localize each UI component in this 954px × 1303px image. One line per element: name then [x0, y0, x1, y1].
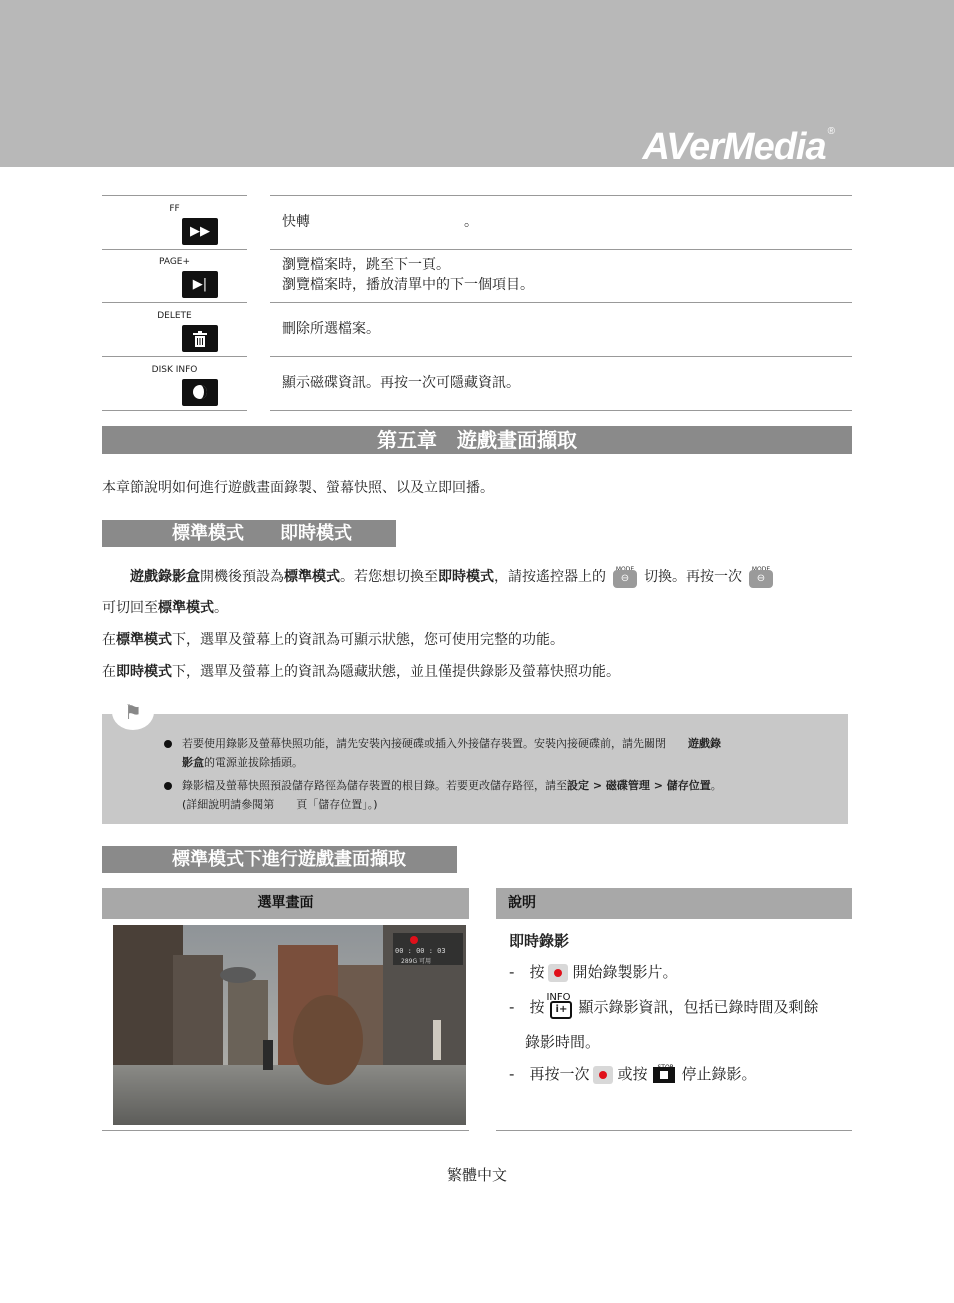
key-cell: [102, 303, 247, 357]
mode-paragraph-cont: 可切回至標準模式。: [102, 600, 228, 616]
avermedia-logo: AVerMedia ®: [642, 126, 834, 168]
bullet-icon: [164, 782, 172, 790]
key-label: DELETE: [157, 311, 192, 321]
button-row-ff: [102, 195, 852, 248]
page-footer-language: 繁體中文: [446, 1166, 507, 1184]
button-row-delete: [102, 303, 852, 356]
button-row-page-plus: [102, 249, 852, 302]
section-title-capture: 標準模式下進行遊戲畫面擷取: [102, 846, 457, 873]
chapter-intro: 本章節說明如何進行遊戲畫面錄製、螢幕快照、以及立即回播。: [102, 480, 494, 496]
stop-step: - 再按一次 或按 停止錄影。: [509, 1065, 757, 1083]
button-description: 快轉 。: [282, 214, 478, 230]
button-description: 瀏覽檔案時，跳至下一頁。: [282, 257, 450, 273]
button-description: 瀏覽檔案時，播放清單中的下一個項目。: [282, 277, 534, 293]
desc-cell: [270, 357, 852, 411]
desc-cell: [270, 195, 852, 250]
chapter-title: 第五章 遊戲畫面擷取: [102, 426, 852, 454]
key-cell: [102, 195, 247, 250]
record-button-icon: [593, 1066, 613, 1084]
button-description: 刪除所選檔案。: [282, 321, 380, 337]
table-header-screen: 選單畫面: [102, 888, 469, 919]
key-label: DISK INFO: [151, 365, 198, 375]
trash-icon: [182, 325, 218, 352]
info-step: - 按 INFO i+ 顯示錄影資訊，包括已錄時間及剩餘: [509, 996, 818, 1018]
table-rule: [496, 1130, 852, 1131]
record-button-icon: [548, 964, 568, 982]
note-item: 錄影檔及螢幕快照預設儲存路徑為儲存裝置的根目錄。若要更改儲存路徑，請至設定 > 磁碟管理 > 儲存位置。 (詳細說明請參閱第 頁「儲存位置」。): [182, 776, 822, 814]
button-row-disk-info: [102, 357, 852, 410]
instant-record-heading: 即時錄影: [509, 932, 570, 950]
table-header-description: 說明: [496, 888, 852, 919]
key-label: FF: [169, 204, 180, 214]
table-rule: [102, 1130, 469, 1131]
key-cell: [102, 249, 247, 303]
mode-button-icon: ⊖: [748, 566, 774, 588]
instant-mode-paragraph: 在即時模式下，選單及螢幕上的資訊為隱藏狀態，並且僅提供錄影及螢幕快照功能。: [102, 664, 620, 680]
note-flag-icon: ⚑: [112, 694, 154, 730]
key-cell: [102, 357, 247, 411]
standard-mode-paragraph: 在標準模式下，選單及螢幕上的資訊為可顯示狀態，您可使用完整的功能。: [102, 632, 564, 648]
recording-time-overlay: 00 : 00 : 03: [395, 947, 446, 955]
free-space-overlay: 289G 可用: [401, 958, 432, 965]
bullet-icon: [164, 740, 172, 748]
desc-cell: [270, 303, 852, 357]
note-item: 若要使用錄影及螢幕快照功能，請先安裝內接硬碟或插入外接儲存裝置。安裝內接硬碟前，請先關閉 遊戲錄 影盒的電源並拔除插頭。: [182, 734, 822, 772]
game-screenshot: [113, 925, 466, 1125]
record-step: - 按 開始錄製影片。: [509, 963, 678, 981]
key-label: PAGE+: [158, 257, 191, 267]
button-description: 顯示磁碟資訊。再按一次可隱藏資訊。: [282, 375, 520, 391]
next-page-icon: ▶|: [182, 271, 218, 298]
desc-cell: [270, 249, 852, 303]
mode-paragraph: 遊戲錄影盒開機後預設為標準模式。若您想切換至即時模式，請按遙控器上的 ⊖ 切換。再按一次 ⊖: [130, 566, 780, 588]
disk-info-icon: [182, 379, 218, 406]
info-step-cont: 錄影時間。: [525, 1033, 601, 1051]
info-button-icon: INFO i+: [550, 999, 572, 1017]
note-box: [102, 714, 848, 824]
fast-forward-icon: ▶▶: [182, 218, 218, 245]
stop-button-icon: [653, 1066, 675, 1084]
mode-button-icon: ⊖: [612, 566, 638, 588]
section-title-mode: 標準模式 即時模式: [102, 520, 396, 547]
